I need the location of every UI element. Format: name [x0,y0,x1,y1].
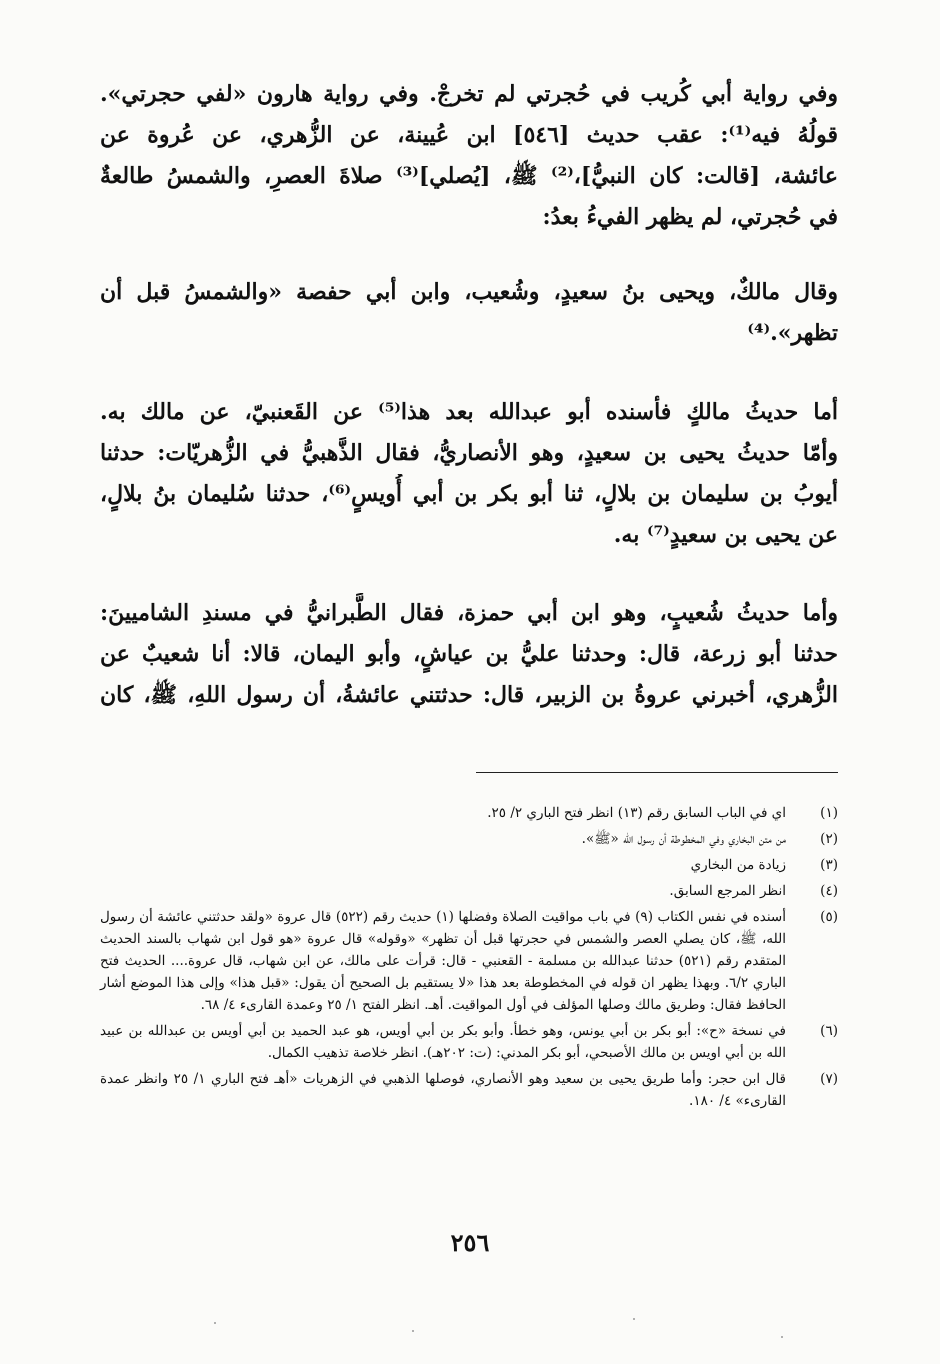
footnote [100,802,838,824]
footnote-number: (٢) [820,831,838,847]
footnote-number: (١) [820,805,838,821]
footnote-separator [476,772,838,773]
paragraph-1 [100,74,838,238]
footnote [100,906,838,1016]
footnote [100,1068,838,1112]
text-line: أيوبُ بن سليمان بن بلالٍ، ثنا أبو بكر بن أبي أُويسٍ⁽⁶⁾، حدثنا سُليمان بنُ بلالٍ، [100,481,838,507]
footnote-text: زيادة من البخاري [690,857,786,873]
text-line: قولُهُ فيه⁽¹⁾: عقب حديث [٥٤٦] ابن عُيينة، عن الزُّهري، عن عُروة عن [100,122,838,148]
scan-speck [633,1318,635,1320]
footnote-number: (٦) [820,1023,838,1039]
page-number: ٢٥٦ [450,1228,490,1257]
text-line: عائشة، [قالت: كان النبيُّ]،⁽²⁾ ﷺ، [يُصلي]⁽³⁾ صلاةَ العصرِ، والشمسُ طالعةٌ [100,163,838,189]
text-line: تظهر».⁽⁴⁾ [747,320,838,346]
text-line: وقال مالكٌ، ويحيى بنُ سعيدٍ، وشُعيب، وابن أبي حفصة «والشمسُ قبل أن [100,279,838,305]
footnote-text: اي في الباب السابق رقم (١٣) انظر فتح الباري ٢/ ٢٥. [487,805,786,821]
footnote-number: (٣) [820,857,838,873]
footnote-text: في نسخة «ح»: أبو بكر بن أبي يونس، وهو خطأ. وأبو بكر بن أبي أويس، هو عبد الحميد بن أبي أويس بن عبدالله بن عبيد الله بن أبي اويس بن مالك الأصبحي، أبو بكر المدني: (ت: ٢٠٢هـ). انظر خلاصة تذهيب الكمال. [100,1023,786,1061]
text-line: الزُّهري، أخبرني عروةُ بن الزبير، قال: حدثتني عائشةُ، أن رسول اللهِ، ﷺ، كان [100,682,838,708]
text-line: عن يحيى بن سعيدٍ⁽⁷⁾ به. [613,522,838,548]
paragraph-4 [100,593,838,716]
scan-speck [781,1336,783,1338]
footnote [100,1020,838,1064]
footnote-text: أسنده في نفس الكتاب (٩) في باب مواقيت الصلاة وفضلها (١) حديث رقم (٥٢٢) قال عروة «ولقد حدثتني عائشة أن رسول الله، ﷺ، كان يصلي العصر والشمس في حجرتها قبل أن تظهر» «وقوله» قال عروة «هو قول ابن شهاب بالسند الحديث المتقدم رقم (٥٢١) حدثنا عبدالله بن مسلمة - القعنبي - قال: قرأت على مالك، عن ابن شهاب، قال عروة.... الحديث فتح الباري ٦/٢. وبهذا يظهر ان قوله في المخطوطة بعد هذا «لا يستقيم بل الصحيح أن يقول: «قبل هذا» وإلى هذا الموضع أشار الحافظ فقال: وطريق مالك وصلها المؤلف في أول المواقيت. أهـ. انظر الفتح ١/ ٢٥ وعمدة القارىء ٤/ ٦٨. [100,909,786,1013]
footnote-text: من متن البخاري وفي المخطوطة أن رسول الله «ﷺ». [581,831,786,847]
paragraph-2 [100,272,838,354]
footnote-number: (٤) [820,883,838,899]
footnote [100,880,838,902]
footnote-text: انظر المرجع السابق. [669,883,786,899]
text-line: وأما حديثُ شُعيبٍ، وهو ابن أبي حمزة، فقال الطَّبرانيُّ في مسندِ الشاميينَ: [100,600,838,626]
scan-speck [412,1330,414,1332]
footnote-number: (٧) [820,1071,838,1087]
scan-speck [214,1322,216,1324]
text-line: في حُجرتي، لم يظهر الفيءُ بعدُ: [542,204,838,230]
text-line: حدثنا أبو زرعة، قال: وحدثنا عليُّ بن عياشٍ، وأبو اليمان، قالا: أنا شعيبٌ عن [100,641,838,667]
text-line: وفي رواية أبي كُريب في حُجرتي لم تخرجْ. وفي رواية هارون «لفي حجرتي». [100,81,838,107]
footnote-text: قال ابن حجر: وأما طريق يحيى بن سعيد وهو الأنصاري، فوصلها الذهبي في الزهريات «أهـ فتح الباري ١/ ٢٥ وانظر عمدة القارىء» ٤/ ١٨٠. [100,1071,786,1109]
footnote [100,854,838,876]
paragraph-3 [100,392,838,556]
footnote-number: (٥) [820,909,838,925]
text-line: أما حديثُ مالكٍ فأسنده أبو عبدالله بعد هذا⁽⁵⁾ عن القَعنبيّ، عن مالك به. [100,399,838,425]
footnote [100,828,838,850]
text-line: وأمّا حديثُ يحيى بن سعيدٍ، وهو الأنصاريُّ، فقال الذَّهبيُّ في الزُّهريّات: حدثنا [100,440,838,466]
footnotes [100,802,838,1116]
